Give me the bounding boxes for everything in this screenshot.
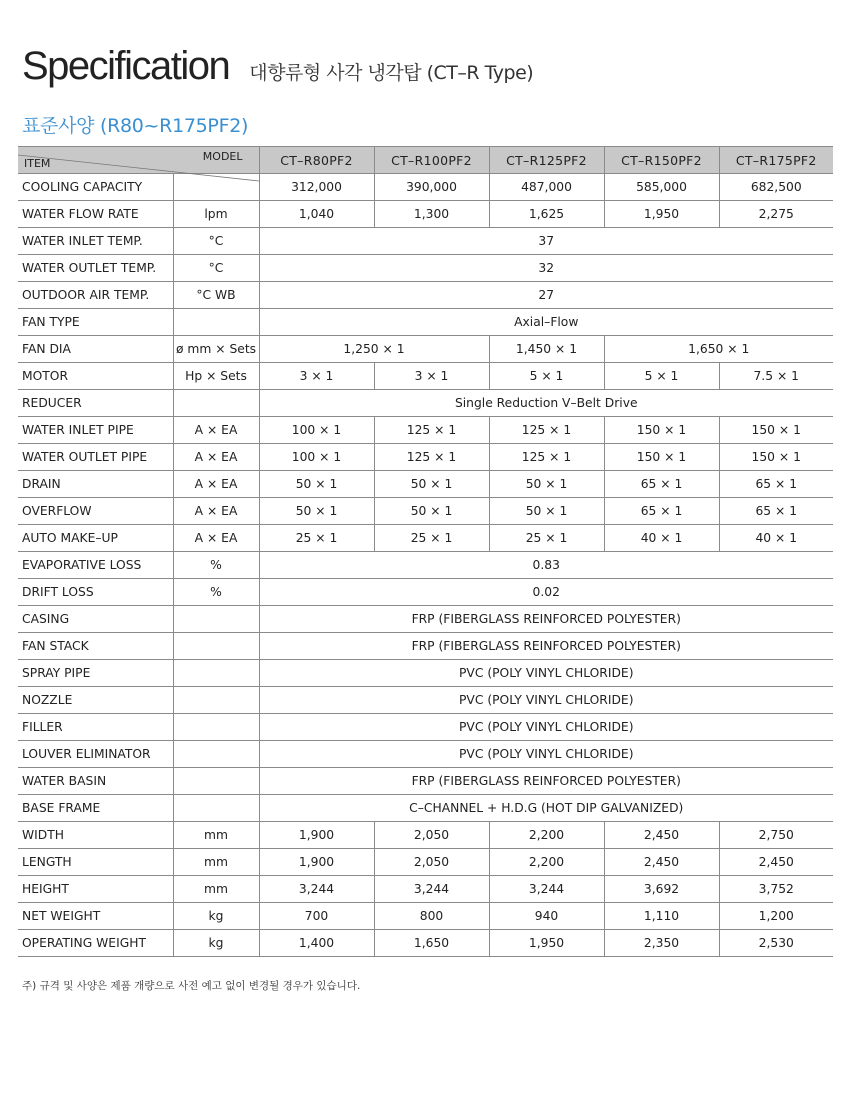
value-cell: 1,950	[489, 930, 604, 957]
table-row	[18, 336, 833, 363]
value-cell: FRP (FIBERGLASS REINFORCED POLYESTER)	[259, 633, 833, 660]
row-unit: °C	[173, 228, 259, 255]
value-cell: 2,200	[489, 822, 604, 849]
row-unit	[173, 795, 259, 822]
value-cell: 150 × 1	[604, 417, 719, 444]
row-item-label: WIDTH	[18, 822, 173, 849]
value-cell: 1,300	[374, 201, 489, 228]
value-cell: 1,450 × 1	[489, 336, 604, 363]
table-row	[18, 741, 833, 768]
value-cell: 585,000	[604, 174, 719, 201]
row-item-label: WATER BASIN	[18, 768, 173, 795]
model-header: CT–R125PF2	[489, 147, 604, 174]
row-item-label: FAN DIA	[18, 336, 173, 363]
value-cell: 2,530	[719, 930, 833, 957]
value-cell: 50 × 1	[259, 471, 374, 498]
table-row	[18, 849, 833, 876]
row-unit	[173, 741, 259, 768]
value-cell: 125 × 1	[489, 444, 604, 471]
row-unit: °C	[173, 255, 259, 282]
table-row	[18, 633, 833, 660]
row-unit	[173, 633, 259, 660]
row-item-label: WATER OUTLET PIPE	[18, 444, 173, 471]
row-unit: %	[173, 552, 259, 579]
value-cell: 1,110	[604, 903, 719, 930]
row-unit	[173, 606, 259, 633]
row-unit: °C WB	[173, 282, 259, 309]
row-item-label: DRAIN	[18, 471, 173, 498]
table-row	[18, 660, 833, 687]
value-cell: 150 × 1	[719, 444, 833, 471]
model-header: CT–R80PF2	[259, 147, 374, 174]
value-cell: FRP (FIBERGLASS REINFORCED POLYESTER)	[259, 606, 833, 633]
spec-table-body	[18, 174, 833, 957]
value-cell: PVC (POLY VINYL CHLORIDE)	[259, 660, 833, 687]
row-item-label: WATER FLOW RATE	[18, 201, 173, 228]
row-item-label: OUTDOOR AIR TEMP.	[18, 282, 173, 309]
value-cell: 3,244	[259, 876, 374, 903]
value-cell: 1,040	[259, 201, 374, 228]
page-title: Specification	[22, 44, 230, 88]
item-label: ITEM	[24, 157, 51, 170]
section-subtitle: 표준사양 (R80~R175PF2)	[22, 115, 249, 137]
row-item-label: WATER OUTLET TEMP.	[18, 255, 173, 282]
header-corner-cell	[18, 147, 259, 174]
table-row	[18, 768, 833, 795]
value-cell: 3 × 1	[374, 363, 489, 390]
value-cell: 3 × 1	[259, 363, 374, 390]
value-cell: 312,000	[259, 174, 374, 201]
row-unit	[173, 390, 259, 417]
table-row	[18, 930, 833, 957]
value-cell: Single Reduction V–Belt Drive	[259, 390, 833, 417]
value-cell: PVC (POLY VINYL CHLORIDE)	[259, 714, 833, 741]
row-item-label: EVAPORATIVE LOSS	[18, 552, 173, 579]
value-cell: 2,050	[374, 849, 489, 876]
value-cell: FRP (FIBERGLASS REINFORCED POLYESTER)	[259, 768, 833, 795]
row-item-label: BASE FRAME	[18, 795, 173, 822]
row-unit: Hp × Sets	[173, 363, 259, 390]
table-row	[18, 390, 833, 417]
table-row	[18, 444, 833, 471]
value-cell: 1,250 × 1	[259, 336, 489, 363]
value-cell: 2,275	[719, 201, 833, 228]
table-row	[18, 525, 833, 552]
table-row	[18, 687, 833, 714]
table-row	[18, 417, 833, 444]
value-cell: 50 × 1	[374, 498, 489, 525]
value-cell: 125 × 1	[489, 417, 604, 444]
table-row	[18, 606, 833, 633]
value-cell: 50 × 1	[374, 471, 489, 498]
row-unit: A × EA	[173, 498, 259, 525]
table-row	[18, 579, 833, 606]
value-cell: 3,244	[489, 876, 604, 903]
row-item-label: FILLER	[18, 714, 173, 741]
value-cell: 40 × 1	[604, 525, 719, 552]
model-header: CT–R100PF2	[374, 147, 489, 174]
value-cell: 2,750	[719, 822, 833, 849]
row-unit: mm	[173, 849, 259, 876]
value-cell: 1,200	[719, 903, 833, 930]
row-item-label: CASING	[18, 606, 173, 633]
row-item-label: OPERATING WEIGHT	[18, 930, 173, 957]
row-item-label: LOUVER ELIMINATOR	[18, 741, 173, 768]
page-title-sub: 대향류형 사각 냉각탑 (CT–R Type)	[249, 62, 534, 84]
value-cell: Axial–Flow	[259, 309, 833, 336]
row-unit	[173, 714, 259, 741]
value-cell: 1,650	[374, 930, 489, 957]
table-header-row	[18, 147, 833, 174]
row-item-label: OVERFLOW	[18, 498, 173, 525]
row-unit	[173, 768, 259, 795]
value-cell: 27	[259, 282, 833, 309]
model-label: MODEL	[202, 150, 243, 163]
row-item-label: WATER INLET TEMP.	[18, 228, 173, 255]
row-item-label: LENGTH	[18, 849, 173, 876]
value-cell: 65 × 1	[719, 498, 833, 525]
value-cell: 2,450	[719, 849, 833, 876]
value-cell: 100 × 1	[259, 417, 374, 444]
row-item-label: FAN STACK	[18, 633, 173, 660]
row-unit: kg	[173, 930, 259, 957]
value-cell: 800	[374, 903, 489, 930]
row-unit: A × EA	[173, 525, 259, 552]
value-cell: 100 × 1	[259, 444, 374, 471]
value-cell: 32	[259, 255, 833, 282]
value-cell: 700	[259, 903, 374, 930]
value-cell: 150 × 1	[604, 444, 719, 471]
value-cell: 65 × 1	[719, 471, 833, 498]
row-unit	[173, 660, 259, 687]
row-item-label: FAN TYPE	[18, 309, 173, 336]
row-unit	[173, 309, 259, 336]
value-cell: 2,050	[374, 822, 489, 849]
value-cell: 3,752	[719, 876, 833, 903]
row-item-label: REDUCER	[18, 390, 173, 417]
value-cell: 1,625	[489, 201, 604, 228]
value-cell: 1,900	[259, 822, 374, 849]
value-cell: 125 × 1	[374, 417, 489, 444]
value-cell: 50 × 1	[489, 471, 604, 498]
row-item-label: AUTO MAKE–UP	[18, 525, 173, 552]
row-unit: A × EA	[173, 471, 259, 498]
table-row	[18, 498, 833, 525]
table-row	[18, 363, 833, 390]
value-cell: 2,450	[604, 849, 719, 876]
value-cell: 25 × 1	[374, 525, 489, 552]
table-row	[18, 201, 833, 228]
spec-table	[18, 146, 833, 957]
table-row	[18, 903, 833, 930]
row-unit: A × EA	[173, 444, 259, 471]
value-cell: 37	[259, 228, 833, 255]
table-row	[18, 876, 833, 903]
table-row	[18, 255, 833, 282]
row-item-label: COOLING CAPACITY	[18, 174, 173, 201]
value-cell: PVC (POLY VINYL CHLORIDE)	[259, 741, 833, 768]
row-unit: mm	[173, 876, 259, 903]
value-cell: 125 × 1	[374, 444, 489, 471]
table-row	[18, 228, 833, 255]
value-cell: PVC (POLY VINYL CHLORIDE)	[259, 687, 833, 714]
value-cell: 65 × 1	[604, 498, 719, 525]
row-item-label: MOTOR	[18, 363, 173, 390]
value-cell: 7.5 × 1	[719, 363, 833, 390]
value-cell: 3,244	[374, 876, 489, 903]
value-cell: 5 × 1	[489, 363, 604, 390]
table-row	[18, 714, 833, 741]
row-unit: kg	[173, 903, 259, 930]
value-cell: 25 × 1	[489, 525, 604, 552]
value-cell: 150 × 1	[719, 417, 833, 444]
page-header	[22, 44, 533, 89]
table-row	[18, 471, 833, 498]
value-cell: 50 × 1	[259, 498, 374, 525]
value-cell: 1,650 × 1	[604, 336, 833, 363]
row-item-label: HEIGHT	[18, 876, 173, 903]
row-item-label: SPRAY PIPE	[18, 660, 173, 687]
value-cell: 1,900	[259, 849, 374, 876]
table-row	[18, 282, 833, 309]
row-unit: lpm	[173, 201, 259, 228]
row-unit: mm	[173, 822, 259, 849]
row-item-label: NET WEIGHT	[18, 903, 173, 930]
row-item-label: DRIFT LOSS	[18, 579, 173, 606]
value-cell: 65 × 1	[604, 471, 719, 498]
value-cell: 2,200	[489, 849, 604, 876]
value-cell: C–CHANNEL + H.D.G (HOT DIP GALVANIZED)	[259, 795, 833, 822]
row-item-label: WATER INLET PIPE	[18, 417, 173, 444]
value-cell: 1,400	[259, 930, 374, 957]
table-row	[18, 822, 833, 849]
value-cell: 2,350	[604, 930, 719, 957]
table-row	[18, 795, 833, 822]
row-item-label: NOZZLE	[18, 687, 173, 714]
value-cell: 390,000	[374, 174, 489, 201]
value-cell: 25 × 1	[259, 525, 374, 552]
value-cell: 3,692	[604, 876, 719, 903]
model-header: CT–R175PF2	[719, 147, 833, 174]
value-cell: 1,950	[604, 201, 719, 228]
value-cell: 0.02	[259, 579, 833, 606]
row-unit: ø mm × Sets	[173, 336, 259, 363]
row-unit	[173, 687, 259, 714]
value-cell: 40 × 1	[719, 525, 833, 552]
value-cell: 0.83	[259, 552, 833, 579]
footnote: 주) 규격 및 사양은 제품 개량으로 사전 예고 없이 변경될 경우가 있습니다.	[22, 980, 361, 992]
row-unit: A × EA	[173, 417, 259, 444]
table-row	[18, 309, 833, 336]
value-cell: 940	[489, 903, 604, 930]
value-cell: 2,450	[604, 822, 719, 849]
value-cell: 50 × 1	[489, 498, 604, 525]
table-row	[18, 552, 833, 579]
row-unit: %	[173, 579, 259, 606]
value-cell: 487,000	[489, 174, 604, 201]
model-header: CT–R150PF2	[604, 147, 719, 174]
value-cell: 5 × 1	[604, 363, 719, 390]
value-cell: 682,500	[719, 174, 833, 201]
